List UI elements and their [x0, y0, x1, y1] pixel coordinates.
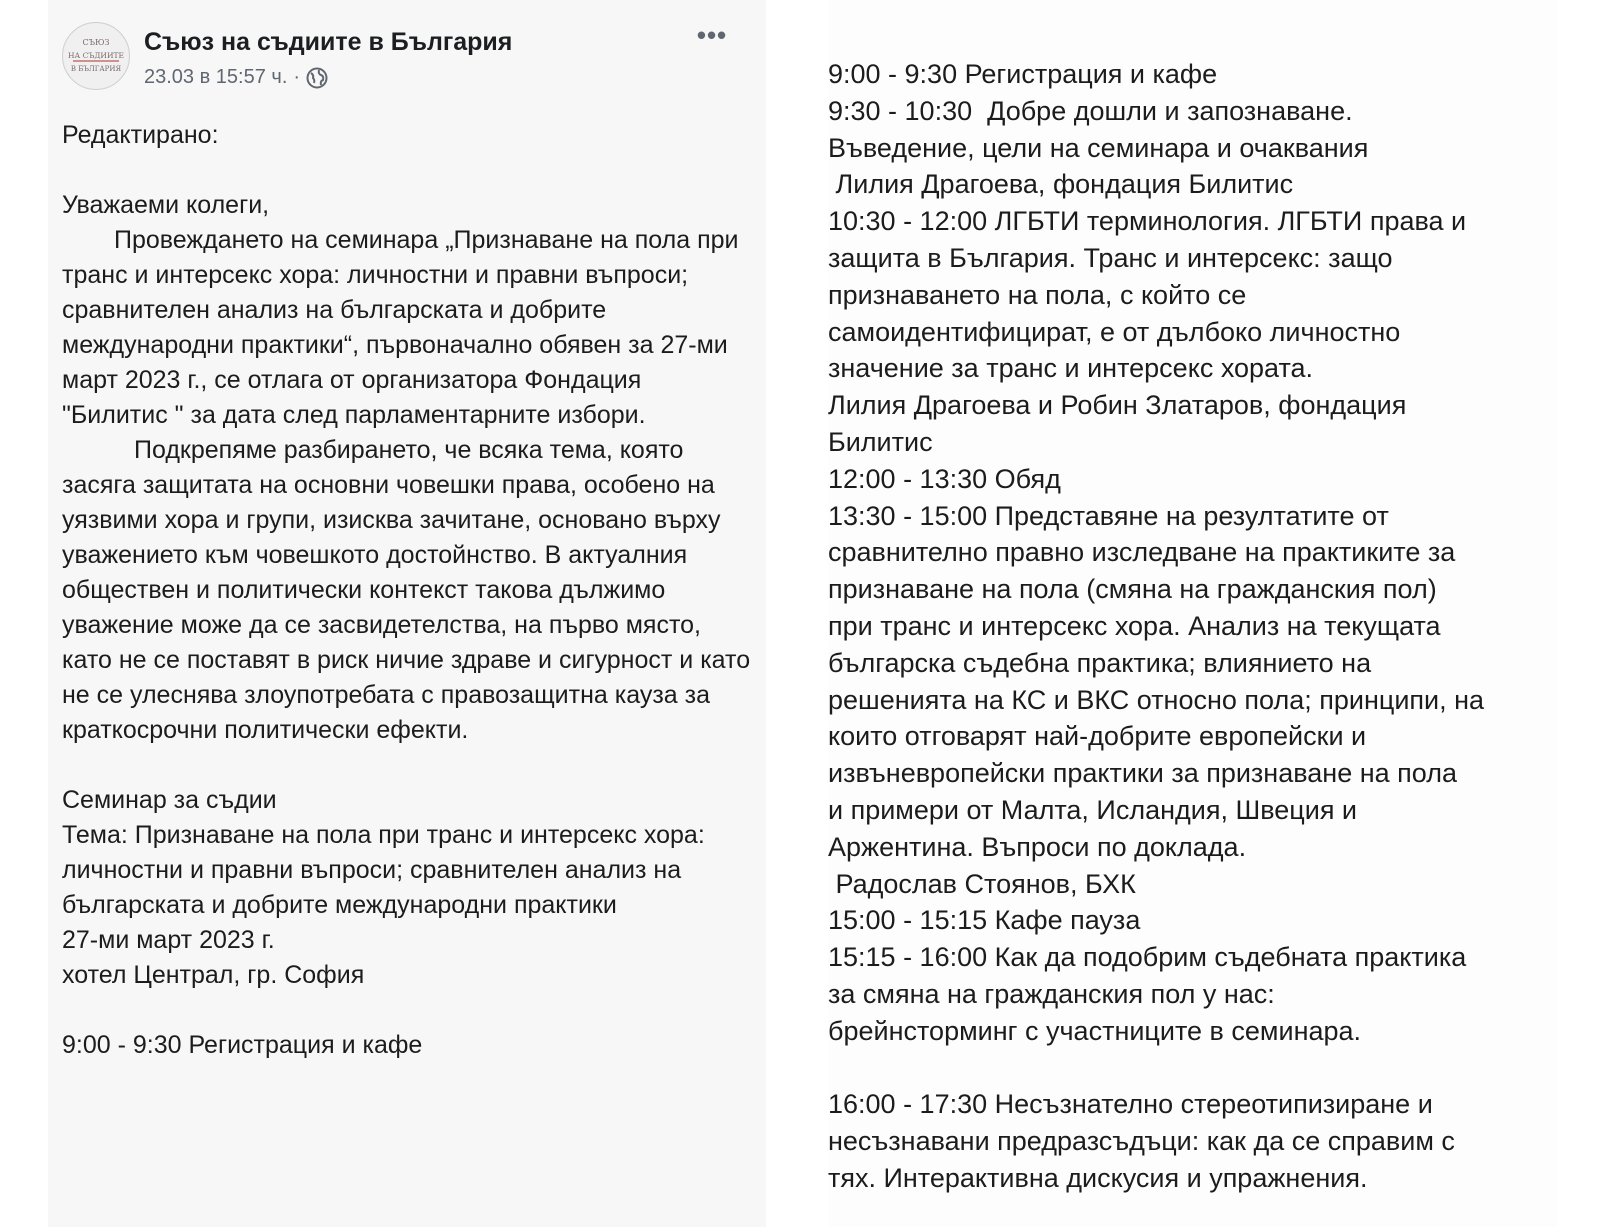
paragraph-postponement: Провеждането на семинара „Признаване на пола при транс и интерсекс хора: личностни и правни въпроси; сравнителен анализ на българската и добрите международни практики“, първоначално обявен за 27-ми март 2023 г., се отлага от организатора Фондация "Билитис " за дата след парламентарните избори.	[62, 226, 746, 429]
seminar-venue: хотел Централ, гр. София	[62, 961, 365, 989]
schedule-line: 16:00 - 17:30 Несъзнателно стереотипизиране и	[828, 1089, 1433, 1120]
seminar-title: Семинар за съдии	[62, 786, 277, 814]
schedule-line: значение за транс и интерсекс хората.	[828, 353, 1314, 384]
schedule-line: 13:30 - 15:00 Представяне на резултатите от	[828, 500, 1389, 531]
schedule-line: самоидентифицират, е от дълбоко личностно	[828, 316, 1401, 347]
schedule-line: Въведение, цели на семинара и очаквания	[828, 132, 1369, 163]
schedule-line: брейнсторминг с участниците в семинара.	[828, 1015, 1362, 1046]
meta-separator: ·	[293, 66, 301, 88]
schedule-line: и примери от Малта, Исландия, Швеция и	[828, 794, 1358, 825]
schedule-line: при транс и интерсекс хора. Анализ на текущата	[828, 610, 1441, 641]
schedule-line: Радослав Стоянов, БХК	[828, 868, 1136, 899]
schedule-line: българска съдебна практика; влиянието на	[828, 647, 1372, 678]
post-header	[62, 22, 752, 98]
schedule-line: сравнително правно изследване на практиките за	[828, 537, 1456, 568]
schedule-line: 15:15 - 16:00 Как да подобрим съдебната практика	[828, 942, 1467, 973]
edited-label: Редактирано:	[62, 121, 219, 149]
avatar-line-1: СЪЮЗ	[82, 38, 110, 47]
schedule-line: 10:30 - 12:00 ЛГБТИ терминология. ЛГБТИ права и	[828, 206, 1467, 237]
schedule-line: които отговарят най-добрите европейски и	[828, 721, 1367, 752]
schedule-line: 9:30 - 10:30 Добре дошли и запознаване.	[828, 95, 1353, 126]
schedule-line: 15:00 - 15:15 Кафе пауза	[828, 905, 1141, 936]
avatar-line-2: НА СЪДИИТЕ	[68, 51, 124, 60]
schedule-panel	[828, 0, 1558, 1227]
globe-icon[interactable]	[306, 67, 328, 89]
schedule-line: Аржентина. Въпроси по доклада.	[828, 831, 1247, 862]
schedule-line: Лилия Драгоева и Робин Златаров, фондация	[828, 390, 1407, 421]
seminar-schedule	[828, 56, 1543, 1197]
schedule-gap	[828, 1050, 1543, 1087]
schedule-line: признаване на пола (смяна на гражданския пол)	[828, 574, 1437, 605]
union-logo	[63, 23, 129, 89]
paragraph-position: Подкрепяме разбирането, че всяка тема, която засяга защитата на основни човешки права, особено на уязвими хора и групи, изисква зачитане, основано върху уважението към човешкото достойнство. В актуалния обществен и политически контекст такова дължимо уважение може да се засвидетелства, на първо място, като не се поставят в риск ничие здраве и сигурност и като не се улеснява злоупотребата с правозащитна кауза за краткосрочни политически ефекти.	[62, 436, 758, 744]
post-timestamp[interactable]: 23.03 в 15:57 ч.	[144, 66, 288, 88]
seminar-date: 27-ми март 2023 г.	[62, 926, 275, 954]
schedule-line: несъзнавани предразсъдъци: как да се справим с	[828, 1126, 1455, 1157]
schedule-line: извъневропейски практики за признаване на пола	[828, 758, 1457, 789]
greeting: Уважаеми колеги,	[62, 191, 270, 219]
schedule-line: 9:00 - 9:30 Регистрация и кафе	[828, 59, 1218, 89]
schedule-line: за смяна на гражданския пол у нас:	[828, 978, 1275, 1009]
schedule-line: Лилия Драгоева, фондация Билитис	[828, 169, 1294, 200]
facebook-post-panel	[48, 0, 766, 1227]
seminar-topic: Тема: Признаване на пола при транс и интерсекс хора: личностни и правни въпроси; сравнителен анализ на българската и добрите международни практики	[62, 821, 712, 919]
schedule-line: тях. Интерактивна дискусия и упражнения.	[828, 1162, 1368, 1193]
page-name[interactable]: Съюз на съдиите в България	[144, 28, 513, 56]
avatar[interactable]	[62, 22, 130, 90]
schedule-line: Билитис	[828, 426, 933, 457]
more-options-icon[interactable]: •••	[696, 20, 728, 50]
schedule-line: решенията на КС и ВКС относно пола; принципи, на	[828, 684, 1485, 715]
post-body	[62, 118, 758, 1063]
schedule-line: 12:00 - 13:30 Обяд	[828, 463, 1061, 494]
schedule-line: защита в България. Транс и интерсекс: защо	[828, 242, 1393, 273]
avatar-line-3: В БЪЛГАРИЯ	[70, 65, 122, 73]
schedule-line: признаването на пола, с който се	[828, 279, 1247, 310]
post-meta	[144, 66, 328, 89]
schedule-first-item: 9:00 - 9:30 Регистрация и кафе	[62, 1031, 423, 1059]
